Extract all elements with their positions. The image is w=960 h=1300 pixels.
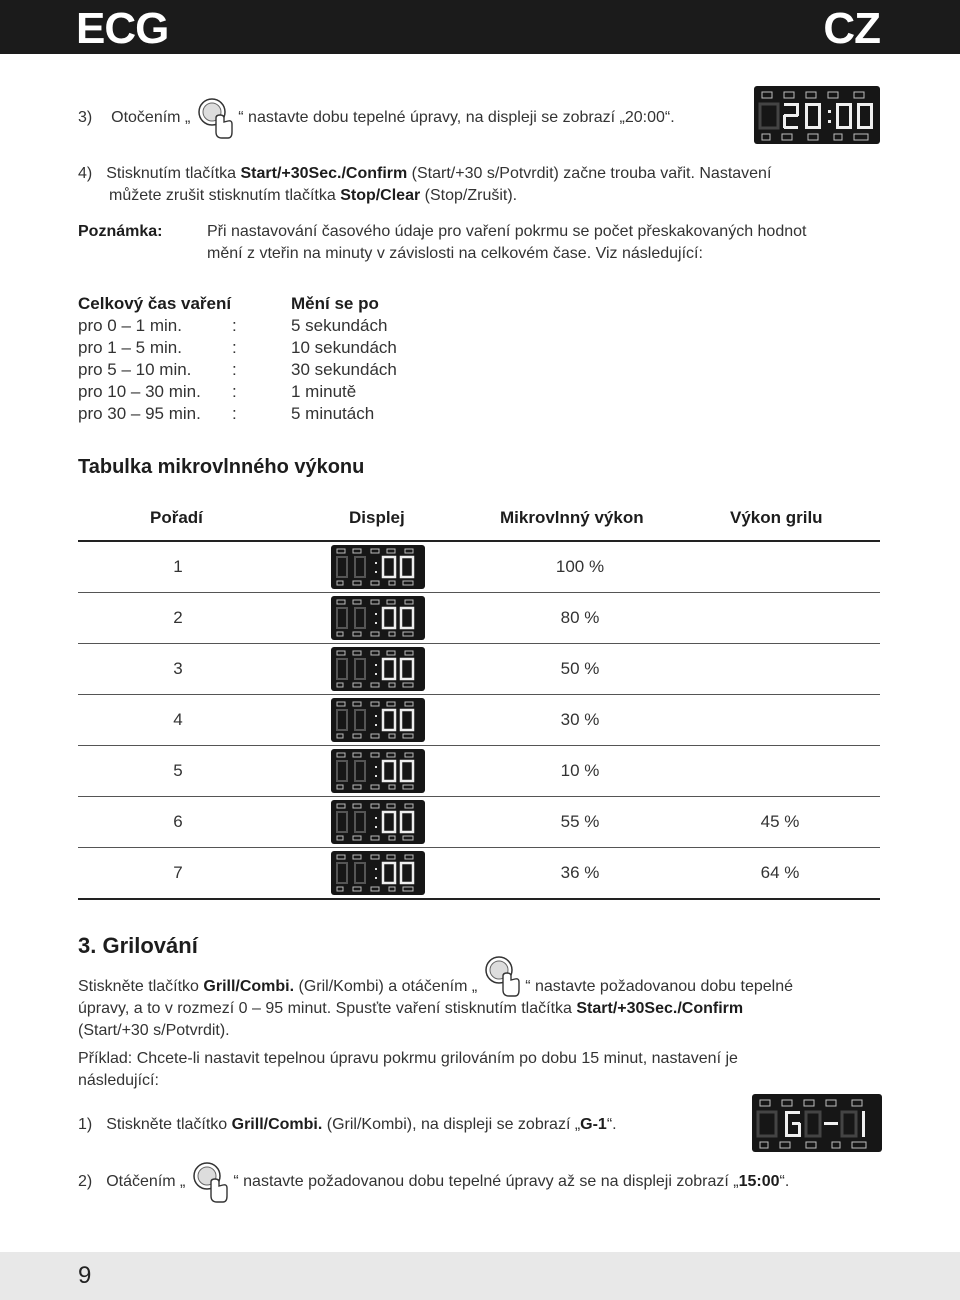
table-cell-microwave: 50 %: [560, 659, 600, 678]
table-cell-display: [331, 596, 425, 640]
timing-range: pro 1 – 5 min.: [78, 338, 182, 357]
grill-paragraph-2: [78, 1048, 883, 1092]
timing-sep: :: [232, 360, 237, 379]
step-text: “ nastavte dobu tepelné úpravy, na displeji se zobrazí „20:00“.: [238, 109, 675, 127]
table-cell-display: [331, 647, 425, 691]
text: (Gril/Kombi) a otáčením „: [294, 978, 478, 996]
text: Otáčením „: [106, 1173, 186, 1191]
note-line: mění z vteřin na minuty v závislosti na celkovém čase. Viz následující:: [207, 245, 703, 262]
brand-logo: ECG: [76, 4, 169, 53]
header-bar: [0, 0, 960, 54]
timing-step: 1 minutě: [291, 382, 357, 401]
table-cell-order: 4: [173, 710, 183, 729]
dial-knob-icon: [481, 954, 521, 998]
text: následující:: [78, 1072, 159, 1089]
table-cell-microwave: 30 %: [560, 710, 600, 729]
button-name: Start/+30Sec./Confirm: [576, 1000, 744, 1017]
text: “ nastavte požadovanou dobu tepelné: [525, 978, 793, 996]
grill-step-1: [78, 1114, 728, 1136]
step-number: 3): [78, 109, 93, 127]
table-cell-order: 3: [173, 659, 183, 678]
note-line: Při nastavování časového údaje pro vaření pokrmu se počet přeskakovaných hodnot: [207, 223, 807, 240]
button-name: Grill/Combi.: [231, 1116, 323, 1133]
table-row-rule: [78, 592, 880, 593]
note-label: Poznámka:: [78, 223, 163, 240]
table-row-rule: [78, 745, 880, 746]
timing-range: pro 30 – 95 min.: [78, 404, 201, 423]
step-text: Stisknutím tlačítka: [106, 165, 241, 182]
col-header-order: Pořadí: [150, 508, 203, 527]
table-cell-grill: 64 %: [760, 863, 800, 882]
timing-range: pro 0 – 1 min.: [78, 316, 182, 335]
grill-paragraph-1: [78, 976, 883, 1042]
timing-col-total: Celkový čas vaření: [78, 294, 232, 313]
footer-bar: [0, 1252, 960, 1300]
table-cell-microwave: 36 %: [560, 863, 600, 882]
table-cell-microwave: 55 %: [560, 812, 600, 831]
timing-col-step: Mění se po: [291, 294, 379, 313]
table-cell-order: 5: [173, 761, 183, 780]
table-row-rule: [78, 643, 880, 644]
step-text: Otočením „: [111, 109, 191, 127]
text: “ nastavte požadovanou dobu tepelné úpravy až se na displeji zobrazí „: [233, 1173, 739, 1191]
table-cell-display: [331, 749, 425, 793]
button-name: Start/+30Sec./Confirm: [240, 165, 408, 182]
step-number: 2): [78, 1173, 93, 1191]
timing-sep: :: [232, 316, 237, 335]
step-text: (Start/+30 s/Potvrdit) začne trouba vařit. Nastavení: [407, 165, 772, 182]
step-number: 4): [78, 165, 93, 182]
table-row-rule: [78, 694, 880, 695]
dial-knob-icon: [194, 96, 234, 140]
col-header-grill: Výkon grilu: [730, 508, 823, 527]
step-number: 1): [78, 1116, 93, 1133]
note-text: [207, 221, 887, 265]
table-row-rule: [78, 796, 880, 797]
table-cell-display: [331, 800, 425, 844]
col-header-display: Displej: [349, 508, 405, 527]
table-cell-microwave: 10 %: [560, 761, 600, 780]
table-cell-order: 6: [173, 812, 183, 831]
timing-sep: :: [232, 404, 237, 423]
table-cell-order: 7: [173, 863, 183, 882]
text: “.: [606, 1116, 617, 1133]
section-heading: 3. Grilování: [78, 933, 198, 958]
step-3: [78, 96, 778, 140]
table-row-rule: [78, 847, 880, 848]
table-header-rule: [78, 540, 880, 542]
text: úpravy, a to v rozmezí 0 – 95 minut. Spusťte vaření stisknutím tlačítka: [78, 1000, 577, 1017]
timing-step: 5 minutách: [291, 404, 375, 423]
display-value: G-1: [580, 1116, 607, 1133]
dial-knob-icon: [189, 1160, 229, 1204]
table-cell-microwave: 100 %: [555, 557, 605, 576]
step-4: [78, 163, 883, 207]
timing-sep: :: [232, 338, 237, 357]
text: Stiskněte tlačítko: [106, 1116, 232, 1133]
table-row-rule: [78, 898, 880, 900]
table-cell-display: [331, 698, 425, 742]
timing-sep: :: [232, 382, 237, 401]
text: Stiskněte tlačítko: [78, 978, 204, 996]
step-text: (Stop/Zrušit).: [420, 187, 518, 204]
display-g-1: [752, 1094, 882, 1152]
timing-step: 10 sekundách: [291, 338, 397, 357]
button-name: Stop/Clear: [340, 187, 421, 204]
language-code: CZ: [823, 4, 880, 53]
timing-range: pro 5 – 10 min.: [78, 360, 192, 379]
text: “.: [779, 1173, 790, 1191]
text: Příklad: Chcete-li nastavit tepelnou úpravu pokrmu grilováním po dobu 15 minut, nastavení je: [78, 1050, 738, 1067]
table-cell-grill: 45 %: [760, 812, 800, 831]
power-table-title: Tabulka mikrovlnného výkonu: [78, 456, 365, 478]
grill-step-2: [78, 1160, 898, 1204]
timing-step: 5 sekundách: [291, 316, 388, 335]
text: (Start/+30 s/Potvrdit).: [78, 1022, 230, 1039]
step-text: můžete zrušit stisknutím tlačítka: [109, 187, 341, 204]
col-header-microwave: Mikrovlnný výkon: [500, 508, 644, 527]
display-value: 15:00: [738, 1173, 780, 1191]
timing-range: pro 10 – 30 min.: [78, 382, 201, 401]
button-name: Grill/Combi.: [203, 978, 295, 996]
page-number: 9: [78, 1262, 92, 1289]
table-cell-order: 2: [173, 608, 183, 627]
table-cell-display: [331, 545, 425, 589]
table-cell-display: [331, 851, 425, 895]
table-cell-microwave: 80 %: [560, 608, 600, 627]
timing-step: 30 sekundách: [291, 360, 397, 379]
display-20-00: [754, 86, 880, 144]
text: (Gril/Kombi), na displeji se zobrazí „: [322, 1116, 581, 1133]
table-cell-order: 1: [173, 557, 183, 576]
